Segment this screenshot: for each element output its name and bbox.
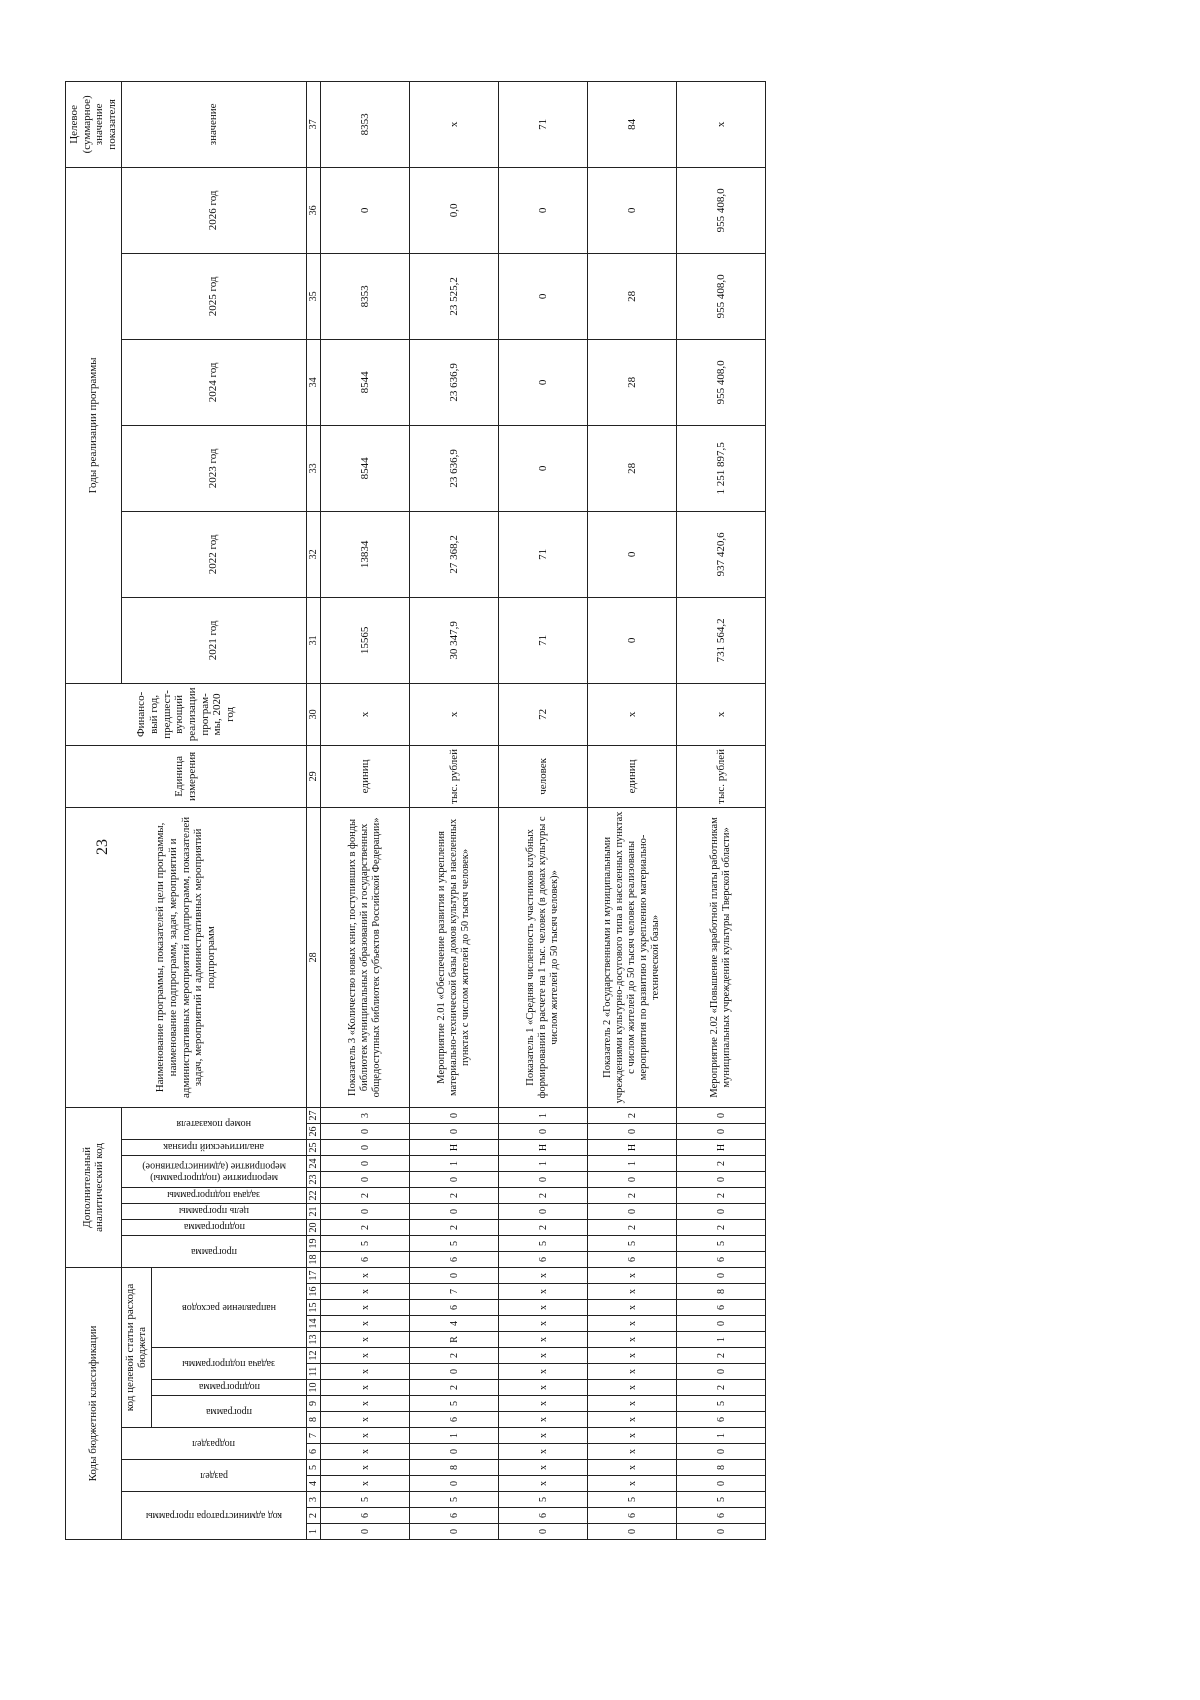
- column-number: 18: [306, 1251, 321, 1267]
- code-cell: х: [499, 1348, 588, 1364]
- header-subsection: подраздел: [192, 1438, 236, 1450]
- code-cell: х: [499, 1332, 588, 1348]
- header-target-value: значение: [121, 81, 306, 167]
- column-number: 24: [306, 1155, 321, 1171]
- header-additional-code: Дополнительный аналитический код: [66, 1107, 122, 1267]
- row-unit: единиц: [588, 745, 677, 807]
- code-cell: х: [321, 1444, 410, 1460]
- code-cell: 2: [321, 1219, 410, 1235]
- header-year-6: 2026 год: [121, 167, 306, 253]
- code-cell: 0: [677, 1203, 766, 1219]
- code-cell: х: [321, 1476, 410, 1492]
- code-cell: 6: [677, 1251, 766, 1267]
- code-cell: х: [588, 1284, 677, 1300]
- column-number: 31: [306, 597, 321, 683]
- code-cell: х: [499, 1476, 588, 1492]
- code-cell: 0: [677, 1267, 766, 1283]
- column-number: 20: [306, 1219, 321, 1235]
- code-cell: 2: [588, 1219, 677, 1235]
- column-number: 6: [306, 1444, 321, 1460]
- code-cell: 5: [410, 1396, 499, 1412]
- code-cell: 5: [588, 1492, 677, 1508]
- code-cell: 0: [677, 1364, 766, 1380]
- budget-program-table: [65, 81, 766, 1540]
- code-cell: 0: [499, 1171, 588, 1187]
- row-name: Мероприятие 2.02 «Повышение заработной платы работникам муниципальных учреждений культуры Тверской области»: [677, 807, 766, 1107]
- code-cell: х: [588, 1380, 677, 1396]
- row-year-value: 8544: [321, 339, 410, 425]
- code-cell: 0: [499, 1203, 588, 1219]
- code-cell: х: [321, 1428, 410, 1444]
- column-number: 32: [306, 511, 321, 597]
- column-number: 10: [306, 1380, 321, 1396]
- code-cell: 0: [410, 1444, 499, 1460]
- code-cell: х: [499, 1428, 588, 1444]
- code-cell: х: [321, 1316, 410, 1332]
- code-cell: 0: [410, 1524, 499, 1540]
- row-year-value: 955 408,0: [677, 167, 766, 253]
- code-cell: 5: [410, 1492, 499, 1508]
- code-cell: 0: [677, 1107, 766, 1123]
- code-cell: 7: [410, 1284, 499, 1300]
- code-cell: х: [588, 1348, 677, 1364]
- column-number: 16: [306, 1284, 321, 1300]
- code-cell: х: [499, 1444, 588, 1460]
- table-row: [499, 81, 588, 1539]
- row-year-value: 731 564,2: [677, 597, 766, 683]
- code-cell: х: [588, 1316, 677, 1332]
- code-cell: 2: [410, 1219, 499, 1235]
- column-number: 8: [306, 1412, 321, 1428]
- table-row: [321, 81, 410, 1539]
- code-cell: 0: [321, 1139, 410, 1155]
- code-cell: 6: [499, 1251, 588, 1267]
- code-cell: 0: [410, 1171, 499, 1187]
- column-number: 7: [306, 1428, 321, 1444]
- code-cell: 6: [588, 1508, 677, 1524]
- code-cell: 6: [588, 1251, 677, 1267]
- code-cell: 0: [677, 1524, 766, 1540]
- row-year-value: 0: [499, 253, 588, 339]
- row-year-value: 23 636,9: [410, 425, 499, 511]
- row-unit: тыс. рублей: [410, 745, 499, 807]
- code-cell: 2: [677, 1155, 766, 1171]
- column-number: 2: [306, 1508, 321, 1524]
- code-cell: 8: [410, 1460, 499, 1476]
- row-year-value: 28: [588, 339, 677, 425]
- code-cell: 5: [321, 1492, 410, 1508]
- code-cell: х: [588, 1332, 677, 1348]
- row-target-value: 8353: [321, 81, 410, 167]
- row-target-value: 71: [499, 81, 588, 167]
- code-cell: х: [499, 1412, 588, 1428]
- code-cell: 0: [588, 1171, 677, 1187]
- column-number: 23: [306, 1171, 321, 1187]
- row-year-value: 0: [499, 339, 588, 425]
- code-cell: х: [321, 1380, 410, 1396]
- code-cell: х: [588, 1476, 677, 1492]
- code-cell: х: [499, 1316, 588, 1332]
- code-cell: 0: [588, 1524, 677, 1540]
- code-cell: 8: [677, 1460, 766, 1476]
- row-year-value: 937 420,6: [677, 511, 766, 597]
- column-number: 5: [306, 1460, 321, 1476]
- code-cell: х: [499, 1284, 588, 1300]
- code-cell: 1: [410, 1155, 499, 1171]
- code-cell: 8: [677, 1284, 766, 1300]
- code-cell: Н: [677, 1139, 766, 1155]
- column-number: 35: [306, 253, 321, 339]
- code-cell: 5: [321, 1235, 410, 1251]
- code-cell: х: [499, 1396, 588, 1412]
- code-cell: 5: [499, 1235, 588, 1251]
- row-target-value: х: [677, 81, 766, 167]
- column-numbers-row: [306, 81, 321, 1539]
- row-year-value: 0: [588, 597, 677, 683]
- code-cell: 1: [410, 1428, 499, 1444]
- code-cell: х: [321, 1364, 410, 1380]
- code-cell: 2: [321, 1187, 410, 1203]
- row-prev-year: 72: [499, 683, 588, 745]
- code-cell: 6: [410, 1300, 499, 1316]
- code-cell: 6: [410, 1508, 499, 1524]
- header-year-1: 2021 год: [121, 597, 306, 683]
- header-prev-year: Финансо-вый год, предшест-вующий реализации програм-мы, 2020 год: [66, 683, 307, 745]
- column-number: 3: [306, 1492, 321, 1508]
- column-number: 28: [306, 807, 321, 1107]
- row-year-value: 23 525,2: [410, 253, 499, 339]
- code-cell: 1: [677, 1332, 766, 1348]
- code-cell: 6: [499, 1508, 588, 1524]
- header-target: Целевое (суммарное) значение показателя: [66, 81, 122, 167]
- code-cell: 0: [499, 1524, 588, 1540]
- column-number: 25: [306, 1139, 321, 1155]
- code-cell: 0: [677, 1171, 766, 1187]
- header-years-group: Годы реализации программы: [66, 167, 122, 683]
- code-cell: 2: [499, 1187, 588, 1203]
- code-cell: 0: [499, 1123, 588, 1139]
- code-cell: 1: [499, 1155, 588, 1171]
- header-event: мероприятие (подпрограммы) мероприятие (административное): [141, 1160, 286, 1183]
- code-cell: х: [588, 1396, 677, 1412]
- code-cell: х: [321, 1348, 410, 1364]
- code-cell: 3: [321, 1107, 410, 1123]
- code-cell: х: [321, 1284, 410, 1300]
- header-budget-codes: Коды бюджетной классификации: [66, 1267, 122, 1539]
- code-cell: 6: [410, 1412, 499, 1428]
- code-cell: 5: [677, 1396, 766, 1412]
- header-section: раздел: [199, 1470, 228, 1482]
- code-cell: х: [588, 1412, 677, 1428]
- row-year-value: 0: [499, 167, 588, 253]
- column-number: 13: [306, 1332, 321, 1348]
- row-year-value: 0,0: [410, 167, 499, 253]
- code-cell: 6: [677, 1412, 766, 1428]
- row-year-value: 0: [321, 167, 410, 253]
- header-target-article: код целевой статьи расхода бюджета: [121, 1267, 151, 1427]
- code-cell: 0: [677, 1476, 766, 1492]
- row-year-value: 8353: [321, 253, 410, 339]
- row-year-value: 15565: [321, 597, 410, 683]
- code-cell: 2: [677, 1380, 766, 1396]
- code-cell: 5: [499, 1492, 588, 1508]
- header-add-subprogram: подпрограмма: [183, 1220, 245, 1232]
- code-cell: 0: [321, 1203, 410, 1219]
- code-cell: 2: [588, 1107, 677, 1123]
- code-cell: х: [499, 1300, 588, 1316]
- code-cell: 5: [588, 1235, 677, 1251]
- code-cell: R: [410, 1332, 499, 1348]
- code-cell: х: [321, 1300, 410, 1316]
- header-year-5: 2025 год: [121, 253, 306, 339]
- row-prev-year: х: [588, 683, 677, 745]
- column-number: 37: [306, 81, 321, 167]
- code-cell: 6: [321, 1251, 410, 1267]
- code-cell: х: [588, 1428, 677, 1444]
- code-cell: 0: [321, 1155, 410, 1171]
- code-cell: Н: [410, 1139, 499, 1155]
- code-cell: 5: [677, 1492, 766, 1508]
- column-number: 26: [306, 1123, 321, 1139]
- header-program: программа: [205, 1406, 252, 1418]
- row-year-value: 0: [499, 425, 588, 511]
- code-cell: 0: [677, 1316, 766, 1332]
- code-cell: 6: [677, 1508, 766, 1524]
- row-year-value: 0: [588, 511, 677, 597]
- code-cell: х: [588, 1267, 677, 1283]
- column-number: 30: [306, 683, 321, 745]
- column-number: 27: [306, 1107, 321, 1123]
- code-cell: 2: [499, 1219, 588, 1235]
- column-number: 11: [306, 1364, 321, 1380]
- header-program-goal: цель программы: [178, 1204, 249, 1216]
- code-cell: 5: [410, 1235, 499, 1251]
- code-cell: 2: [677, 1348, 766, 1364]
- row-name: Мероприятие 2.01 «Обеспечение развития и укрепления материально-технической базы домов культуры в населенных пунктах с числом жителей до 50 тысяч человек»: [410, 807, 499, 1107]
- row-year-value: 23 636,9: [410, 339, 499, 425]
- row-year-value: 1 251 897,5: [677, 425, 766, 511]
- code-cell: 0: [321, 1123, 410, 1139]
- row-name: Показатель 1 «Средняя численность участников клубных формирований в расчете на 1 тыс. человек (в домах культуры с числом жителей до 50 тысяч человек)»: [499, 807, 588, 1107]
- code-cell: х: [588, 1364, 677, 1380]
- header-year-4: 2024 год: [121, 339, 306, 425]
- code-cell: 0: [410, 1364, 499, 1380]
- row-target-value: 84: [588, 81, 677, 167]
- code-cell: х: [321, 1332, 410, 1348]
- row-year-value: 13834: [321, 511, 410, 597]
- row-year-value: 71: [499, 597, 588, 683]
- row-target-value: х: [410, 81, 499, 167]
- code-cell: 0: [588, 1203, 677, 1219]
- row-year-value: 71: [499, 511, 588, 597]
- code-cell: х: [321, 1412, 410, 1428]
- header-analytic-sign: аналитический признак: [163, 1140, 265, 1152]
- row-year-value: 8544: [321, 425, 410, 511]
- code-cell: х: [588, 1460, 677, 1476]
- code-cell: 2: [410, 1348, 499, 1364]
- code-cell: 1: [499, 1107, 588, 1123]
- row-year-value: 28: [588, 253, 677, 339]
- header-indicator-number: номер показателя: [176, 1118, 251, 1130]
- row-year-value: 955 408,0: [677, 253, 766, 339]
- column-number: 22: [306, 1187, 321, 1203]
- code-cell: 6: [321, 1508, 410, 1524]
- row-year-value: 955 408,0: [677, 339, 766, 425]
- code-cell: х: [321, 1460, 410, 1476]
- code-cell: 0: [410, 1476, 499, 1492]
- column-number: 29: [306, 745, 321, 807]
- code-cell: х: [321, 1396, 410, 1412]
- column-number: 1: [306, 1524, 321, 1540]
- header-add-program: программа: [190, 1246, 237, 1258]
- header-name: Наименование программы, показателей цели программы, наименование подпрограмм, задач, мероприятий и административных мероприятий подпрограмм, показателей задач, мероприятий и административных мероприятий подпрограмм: [66, 807, 307, 1107]
- header-year-3: 2023 год: [121, 425, 306, 511]
- code-cell: 0: [410, 1123, 499, 1139]
- table-row: [677, 81, 766, 1539]
- row-year-value: 30 347,9: [410, 597, 499, 683]
- table-row: [410, 81, 499, 1539]
- header-subprogram-task: задача подпрограммы: [182, 1358, 276, 1370]
- code-cell: 0: [588, 1123, 677, 1139]
- column-number: 19: [306, 1235, 321, 1251]
- code-cell: х: [499, 1460, 588, 1476]
- header-add-subprogram-task: задача подпрограммы: [167, 1188, 261, 1200]
- code-cell: 0: [410, 1203, 499, 1219]
- code-cell: 0: [677, 1444, 766, 1460]
- code-cell: х: [499, 1364, 588, 1380]
- row-year-value: 0: [588, 167, 677, 253]
- row-unit: единиц: [321, 745, 410, 807]
- code-cell: 6: [410, 1251, 499, 1267]
- column-number: 9: [306, 1396, 321, 1412]
- row-prev-year: х: [410, 683, 499, 745]
- header-admin-code: код администратора программы: [145, 1510, 282, 1522]
- row-name: Показатель 2 «Государственными и муниципальными учреждениями культурно-досугового типа в населенных пунктах с числом жителей до 50 тысяч человек реализованы мероприятия по развитию и укреплению материально-технической базы»: [588, 807, 677, 1107]
- code-cell: 2: [410, 1380, 499, 1396]
- row-year-value: 28: [588, 425, 677, 511]
- code-cell: 2: [588, 1187, 677, 1203]
- row-year-value: 27 368,2: [410, 511, 499, 597]
- code-cell: х: [321, 1267, 410, 1283]
- page-number: 23: [94, 839, 111, 855]
- column-number: 4: [306, 1476, 321, 1492]
- column-number: 33: [306, 425, 321, 511]
- code-cell: 0: [321, 1524, 410, 1540]
- code-cell: 6: [677, 1300, 766, 1316]
- header-expense-direction: направление расходов: [181, 1302, 276, 1314]
- column-number: 12: [306, 1348, 321, 1364]
- code-cell: 2: [677, 1187, 766, 1203]
- code-cell: 0: [410, 1267, 499, 1283]
- code-cell: 4: [410, 1316, 499, 1332]
- column-number: 15: [306, 1300, 321, 1316]
- code-cell: х: [499, 1267, 588, 1283]
- header-year-2: 2022 год: [121, 511, 306, 597]
- code-cell: 1: [588, 1155, 677, 1171]
- budget-program-table-sheet: [65, 95, 925, 1540]
- code-cell: 1: [677, 1428, 766, 1444]
- code-cell: 0: [677, 1123, 766, 1139]
- column-number: 36: [306, 167, 321, 253]
- column-number: 21: [306, 1203, 321, 1219]
- row-unit: тыс. рублей: [677, 745, 766, 807]
- code-cell: Н: [588, 1139, 677, 1155]
- code-cell: 5: [677, 1235, 766, 1251]
- code-cell: 0: [410, 1107, 499, 1123]
- header-unit: Единица измерения: [66, 745, 307, 807]
- code-cell: х: [588, 1300, 677, 1316]
- row-name: Показатель 3 «Количество новых книг, поступивших в фонды библиотек муниципальных образований и государственных общедоступных библиотек субъектов Российской Федерации»: [321, 807, 410, 1107]
- header-subprogram: подпрограмма: [198, 1381, 260, 1392]
- row-prev-year: х: [677, 683, 766, 745]
- code-cell: 2: [677, 1219, 766, 1235]
- column-number: 14: [306, 1316, 321, 1332]
- code-cell: 2: [410, 1187, 499, 1203]
- row-unit: человек: [499, 745, 588, 807]
- table-row: [588, 81, 677, 1539]
- code-cell: Н: [499, 1139, 588, 1155]
- column-number: 17: [306, 1267, 321, 1283]
- row-prev-year: х: [321, 683, 410, 745]
- column-number: 34: [306, 339, 321, 425]
- code-cell: 0: [321, 1171, 410, 1187]
- code-cell: х: [499, 1380, 588, 1396]
- code-cell: х: [588, 1444, 677, 1460]
